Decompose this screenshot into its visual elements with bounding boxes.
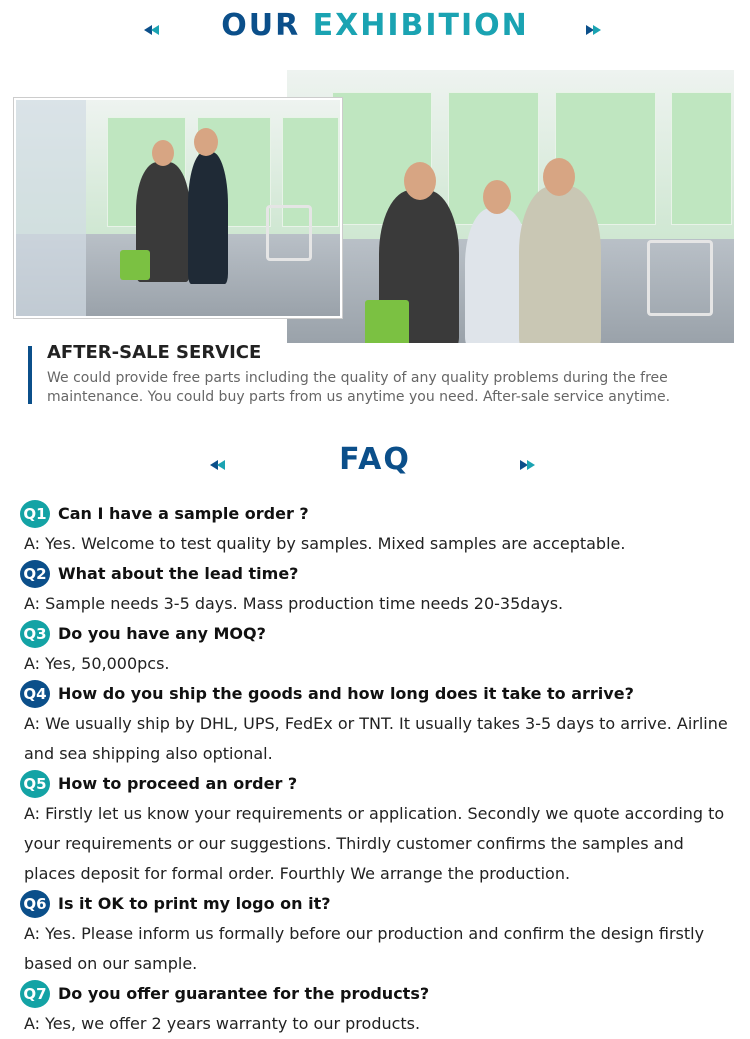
answer-text: A: Yes. Please inform us formally before our production and confirm the design firstly based on our sample. (24, 924, 705, 973)
faq-list (20, 499, 735, 1039)
question-text: What about the lead time? (58, 564, 299, 583)
faq-item (20, 979, 735, 1039)
faq-item (20, 679, 735, 769)
exhibition-photo-small (14, 98, 342, 318)
question-badge: Q2 (20, 560, 50, 588)
decor-arrow-right-icon (520, 455, 542, 469)
faq-item (20, 559, 735, 619)
question-badge: Q4 (20, 680, 50, 708)
question-badge: Q6 (20, 890, 50, 918)
faq-item (20, 499, 735, 559)
question-badge: Q1 (20, 500, 50, 528)
question-text: How to proceed an order ? (58, 774, 298, 793)
exhibition-photo-large (287, 70, 734, 343)
after-sale-accent-bar (28, 346, 32, 404)
question-text: Can I have a sample order ? (58, 504, 309, 523)
after-sale-text: We could provide free parts including the quality of any quality problems during the free maintenance. You could buy parts from us anytime you need. After-sale service anytime. (47, 370, 671, 405)
exhibition-heading: OUR EXHIBITION (221, 8, 529, 43)
question-text: How do you ship the goods and how long does it take to arrive? (58, 684, 634, 703)
answer-text: A: Sample needs 3-5 days. Mass production time needs 20-35days. (24, 594, 564, 613)
faq-heading: FAQ (339, 442, 411, 477)
answer-text: A: We usually ship by DHL, UPS, FedEx or TNT. It usually takes 3-5 days to arrive. Airline and sea shipping also optional. (24, 714, 728, 763)
question-badge: Q5 (20, 770, 50, 798)
answer-text: A: Yes, 50,000pcs. (24, 654, 170, 673)
faq-item (20, 769, 735, 889)
question-badge: Q7 (20, 980, 50, 1008)
answer-text: A: Firstly let us know your requirements or application. Secondly we quote according to your requirements or our suggestions. Thirdly customer confirms the samples and places deposit for formal order. Fourthly We arrange the production. (24, 804, 725, 883)
question-text: Is it OK to print my logo on it? (58, 894, 331, 913)
answer-text: A: Yes. Welcome to test quality by samples. Mixed samples are acceptable. (24, 534, 626, 553)
after-sale-title: AFTER-SALE SERVICE (47, 342, 262, 363)
question-badge: Q3 (20, 620, 50, 648)
question-text: Do you offer guarantee for the products? (58, 984, 430, 1003)
faq-item (20, 889, 735, 979)
question-text: Do you have any MOQ? (58, 624, 266, 643)
faq-item (20, 619, 735, 679)
decor-arrow-right-icon (586, 20, 608, 34)
answer-text: A: Yes, we offer 2 years warranty to our products. (24, 1014, 421, 1033)
